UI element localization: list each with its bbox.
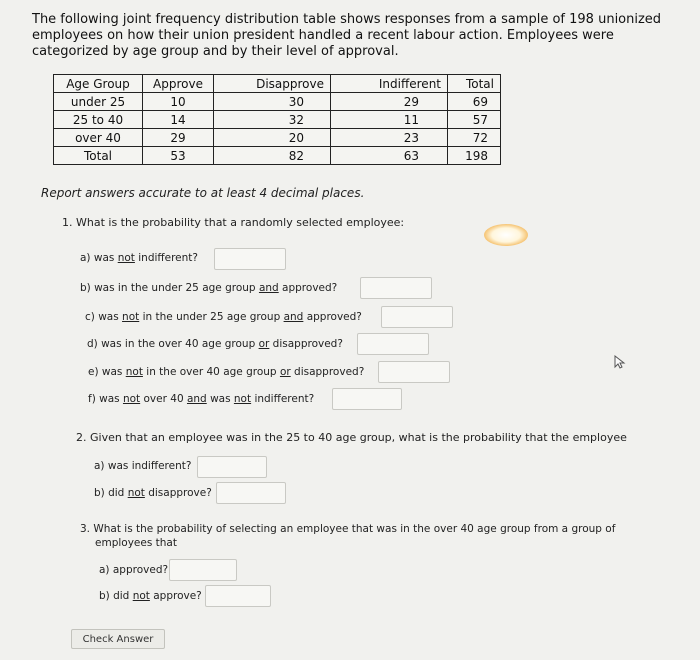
table-cell: 57 [448, 111, 501, 129]
problem-intro: The following joint frequency distribution table shows responses from a sample of 198 unionized employees on how their union president handled a recent labour action. Employees were categorized by age group and by their level of approval. [32, 12, 662, 59]
table-cell: 29 [331, 93, 448, 111]
question-2-stem: 2. Given that an employee was in the 25 to 40 age group, what is the probability that the employee [76, 431, 627, 444]
table-cell: Total [54, 147, 143, 165]
column-header: Indifferent [331, 75, 448, 93]
table-row [54, 111, 501, 129]
answer-1c-input[interactable] [381, 306, 453, 328]
frequency-table [53, 74, 501, 165]
table-cell: 20 [214, 129, 331, 147]
column-header: Approve [143, 75, 214, 93]
column-header: Disapprove [214, 75, 331, 93]
table-cell: 82 [214, 147, 331, 165]
table-row [54, 93, 501, 111]
answer-3b-input[interactable] [205, 585, 271, 607]
table-cell: 69 [448, 93, 501, 111]
table-row [54, 129, 501, 147]
answer-2b-input[interactable] [216, 482, 286, 504]
answer-2a-input[interactable] [197, 456, 267, 478]
check-answer-button[interactable]: Check Answer [71, 629, 165, 649]
question-1b-label: b) was in the under 25 age group and approved? [80, 282, 338, 294]
question-1-stem: 1. What is the probability that a randomly selected employee: [62, 216, 405, 229]
table-cell: over 40 [54, 129, 143, 147]
question-1c-label: c) was not in the under 25 age group and approved? [85, 311, 362, 323]
mouse-pointer-icon [614, 355, 626, 369]
answer-1b-input[interactable] [360, 277, 432, 299]
table-cell: 72 [448, 129, 501, 147]
question-1e-label: e) was not in the over 40 age group or disapproved? [88, 366, 365, 378]
column-header: Age Group [54, 75, 143, 93]
screen-glare [484, 224, 528, 246]
table-cell: 53 [143, 147, 214, 165]
question-2b-label: b) did not disapprove? [94, 487, 212, 499]
question-3a-label: a) approved? [99, 564, 169, 576]
question-1d-label: d) was in the over 40 age group or disapproved? [87, 338, 343, 350]
table-cell: 23 [331, 129, 448, 147]
answer-1e-input[interactable] [378, 361, 450, 383]
table-header-row [54, 75, 501, 93]
table-cell: 29 [143, 129, 214, 147]
table-cell: 63 [331, 147, 448, 165]
precision-note: Report answers accurate to at least 4 decimal places. [41, 186, 365, 200]
question-1f-label: f) was not over 40 and was not indifferent? [88, 393, 315, 405]
question-3b-label: b) did not approve? [99, 590, 202, 602]
table-cell: 30 [214, 93, 331, 111]
table-cell: 14 [143, 111, 214, 129]
answer-3a-input[interactable] [169, 559, 237, 581]
answer-1d-input[interactable] [357, 333, 429, 355]
table-cell: 10 [143, 93, 214, 111]
table-cell: 11 [331, 111, 448, 129]
table-cell: under 25 [54, 93, 143, 111]
table-cell: 32 [214, 111, 331, 129]
question-2a-label: a) was indifferent? [94, 460, 192, 472]
table-row [54, 147, 501, 165]
table-cell: 198 [448, 147, 501, 165]
question-1a-label: a) was not indifferent? [80, 252, 198, 264]
answer-1a-input[interactable] [214, 248, 286, 270]
answer-1f-input[interactable] [332, 388, 402, 410]
table-cell: 25 to 40 [54, 111, 143, 129]
question-3-stem: 3. What is the probability of selecting an employee that was in the over 40 age group from a group of [80, 523, 616, 535]
question-3-stem-continued: employees that [95, 537, 177, 549]
column-header: Total [448, 75, 501, 93]
